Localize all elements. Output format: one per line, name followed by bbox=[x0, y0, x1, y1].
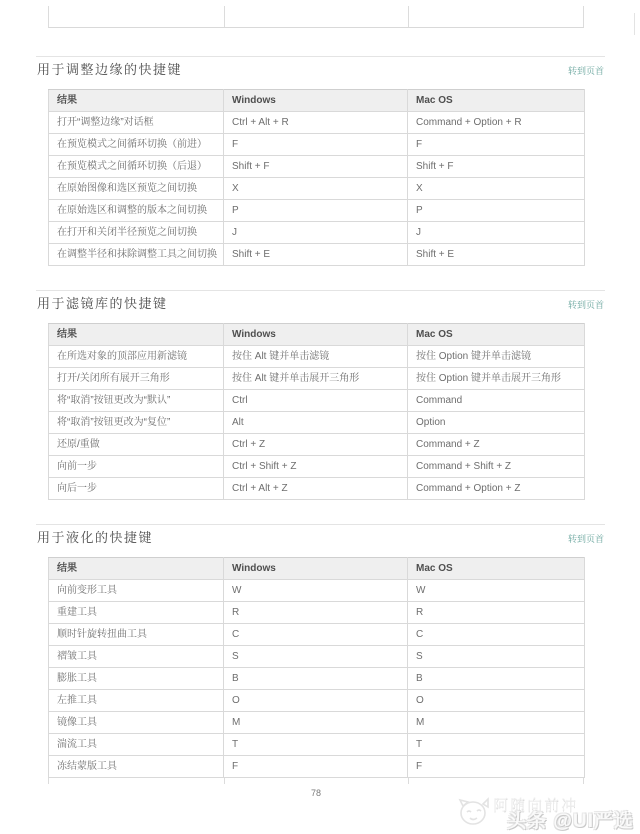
shortcut-cell: Command bbox=[408, 390, 585, 412]
result-cell: 在预览模式之间循环切换（前进） bbox=[49, 134, 224, 156]
table-row bbox=[49, 646, 585, 668]
result-cell: 膨胀工具 bbox=[49, 668, 224, 690]
shortcut-section bbox=[0, 524, 640, 778]
section-header bbox=[0, 57, 640, 89]
table-column-divider bbox=[224, 6, 225, 27]
watermark-author: 阿随向前冲 bbox=[493, 796, 579, 814]
shortcut-cell: Shift + E bbox=[224, 244, 408, 266]
column-header: Windows bbox=[224, 90, 408, 112]
shortcut-cell: 按住 Alt 键并单击滤镜 bbox=[224, 346, 408, 368]
shortcuts-table bbox=[48, 323, 585, 500]
shortcut-cell: C bbox=[224, 624, 408, 646]
section-header bbox=[0, 525, 640, 557]
table-row bbox=[49, 346, 585, 368]
result-cell: 顺时针旋转扭曲工具 bbox=[49, 624, 224, 646]
result-cell: 在原始图像和选区预览之间切换 bbox=[49, 178, 224, 200]
result-cell: 在调整半径和抹除调整工具之间切换 bbox=[49, 244, 224, 266]
watermark-text bbox=[493, 798, 634, 832]
shortcut-cell: O bbox=[408, 690, 585, 712]
section-title: 用于调整边缘的快捷键 bbox=[37, 62, 183, 77]
shortcut-cell: F bbox=[224, 756, 408, 778]
table-row bbox=[49, 156, 585, 178]
shortcut-cell: F bbox=[224, 134, 408, 156]
shortcut-cell: F bbox=[408, 756, 585, 778]
table-header-row bbox=[49, 558, 585, 580]
table-row bbox=[49, 390, 585, 412]
shortcut-cell: J bbox=[408, 222, 585, 244]
shortcut-section bbox=[0, 56, 640, 266]
result-cell: 在打开和关闭半径预览之间切换 bbox=[49, 222, 224, 244]
page-edge-fragment bbox=[634, 13, 635, 35]
shortcut-cell: M bbox=[224, 712, 408, 734]
next-row-fragment bbox=[48, 778, 584, 784]
table-column-divider bbox=[408, 6, 409, 27]
shortcut-cell: 按住 Alt 键并单击展开三角形 bbox=[224, 368, 408, 390]
result-cell: 向前一步 bbox=[49, 456, 224, 478]
shortcut-cell: X bbox=[408, 178, 585, 200]
section-title: 用于液化的快捷键 bbox=[37, 530, 154, 545]
shortcut-cell: Ctrl + Z bbox=[224, 434, 408, 456]
table-row bbox=[49, 178, 585, 200]
table-row bbox=[49, 624, 585, 646]
shortcut-section bbox=[0, 290, 640, 500]
shortcut-cell: R bbox=[408, 602, 585, 624]
table-row bbox=[49, 668, 585, 690]
column-header: Windows bbox=[224, 558, 408, 580]
result-cell: 镜像工具 bbox=[49, 712, 224, 734]
shortcut-cell: Option bbox=[408, 412, 585, 434]
shortcuts-table bbox=[48, 89, 585, 266]
shortcut-cell: Command + Shift + Z bbox=[408, 456, 585, 478]
result-cell: 重建工具 bbox=[49, 602, 224, 624]
shortcut-cell: Shift + F bbox=[408, 156, 585, 178]
shortcut-cell: Shift + F bbox=[224, 156, 408, 178]
column-header: Mac OS bbox=[408, 324, 585, 346]
shortcut-cell: Alt bbox=[224, 412, 408, 434]
result-cell: 湍流工具 bbox=[49, 734, 224, 756]
column-header: Mac OS bbox=[408, 558, 585, 580]
shortcut-cell: C bbox=[408, 624, 585, 646]
table-header-row bbox=[49, 90, 585, 112]
result-cell: 将“取消”按钮更改为“默认” bbox=[49, 390, 224, 412]
shortcut-cell: T bbox=[408, 734, 585, 756]
shortcut-cell: S bbox=[224, 646, 408, 668]
shortcut-cell: Ctrl + Shift + Z bbox=[224, 456, 408, 478]
shortcut-cell: X bbox=[224, 178, 408, 200]
table-column-divider bbox=[224, 778, 225, 784]
shortcut-cell: Command + Option + R bbox=[408, 112, 585, 134]
table-row bbox=[49, 734, 585, 756]
table-row bbox=[49, 434, 585, 456]
table-row bbox=[49, 580, 585, 602]
table-row bbox=[49, 756, 585, 778]
shortcut-cell: Ctrl bbox=[224, 390, 408, 412]
result-cell: 左推工具 bbox=[49, 690, 224, 712]
table-row bbox=[49, 368, 585, 390]
column-header: Windows bbox=[224, 324, 408, 346]
shortcut-cell: 按住 Option 键并单击展开三角形 bbox=[408, 368, 585, 390]
previous-table-fragment bbox=[48, 6, 584, 28]
table-row bbox=[49, 200, 585, 222]
shortcut-cell: S bbox=[408, 646, 585, 668]
shortcut-cell: J bbox=[224, 222, 408, 244]
shortcut-cell: P bbox=[224, 200, 408, 222]
table-row bbox=[49, 602, 585, 624]
shortcut-cell: Command + Option + Z bbox=[408, 478, 585, 500]
result-cell: 还原/重做 bbox=[49, 434, 224, 456]
result-cell: 向后一步 bbox=[49, 478, 224, 500]
shortcut-cell: Command + Z bbox=[408, 434, 585, 456]
shortcut-cell: F bbox=[408, 134, 585, 156]
shortcut-cell: B bbox=[224, 668, 408, 690]
column-header: 结果 bbox=[49, 558, 224, 580]
result-cell: 在原始选区和调整的版本之间切换 bbox=[49, 200, 224, 222]
result-cell: 向前变形工具 bbox=[49, 580, 224, 602]
watermark bbox=[457, 797, 634, 832]
result-cell: 在预览模式之间循环切换（后退） bbox=[49, 156, 224, 178]
shortcut-cell: Shift + E bbox=[408, 244, 585, 266]
table-row bbox=[49, 112, 585, 134]
back-to-top-link[interactable]: 转到页首 bbox=[567, 66, 604, 76]
shortcut-cell: R bbox=[224, 602, 408, 624]
result-cell: 打开/关闭所有展开三角形 bbox=[49, 368, 224, 390]
shortcut-cell: W bbox=[408, 580, 585, 602]
result-cell: 褶皱工具 bbox=[49, 646, 224, 668]
result-cell: 在所选对象的顶部应用新滤镜 bbox=[49, 346, 224, 368]
result-cell: 将“取消”按钮更改为“复位” bbox=[49, 412, 224, 434]
shortcuts-table bbox=[48, 557, 585, 778]
page-number: 78 bbox=[310, 788, 321, 798]
shortcut-cell: P bbox=[408, 200, 585, 222]
column-header: 结果 bbox=[49, 324, 224, 346]
result-cell: 冻结蒙版工具 bbox=[49, 756, 224, 778]
shortcut-cell: T bbox=[224, 734, 408, 756]
shortcut-sections bbox=[0, 56, 640, 778]
table-column-divider bbox=[408, 778, 409, 784]
column-header: 结果 bbox=[49, 90, 224, 112]
cat-face-icon bbox=[457, 797, 491, 832]
table-row bbox=[49, 222, 585, 244]
table-row bbox=[49, 456, 585, 478]
shortcut-cell: Ctrl + Alt + R bbox=[224, 112, 408, 134]
column-header: Mac OS bbox=[408, 90, 585, 112]
table-row bbox=[49, 712, 585, 734]
section-header bbox=[0, 291, 640, 323]
table-row bbox=[49, 244, 585, 266]
table-row bbox=[49, 690, 585, 712]
section-title: 用于滤镜库的快捷键 bbox=[37, 296, 168, 311]
shortcut-cell: 按住 Option 键并单击滤镜 bbox=[408, 346, 585, 368]
shortcut-cell: Ctrl + Alt + Z bbox=[224, 478, 408, 500]
shortcut-cell: B bbox=[408, 668, 585, 690]
table-row bbox=[49, 412, 585, 434]
result-cell: 打开“调整边缘”对话框 bbox=[49, 112, 224, 134]
table-row bbox=[49, 134, 585, 156]
back-to-top-link[interactable]: 转到页首 bbox=[567, 300, 604, 310]
table-row bbox=[49, 478, 585, 500]
shortcut-cell: O bbox=[224, 690, 408, 712]
watermark-channel: 头条 @UI严选 bbox=[507, 810, 634, 832]
shortcut-cell: M bbox=[408, 712, 585, 734]
shortcut-cell: W bbox=[224, 580, 408, 602]
back-to-top-link[interactable]: 转到页首 bbox=[567, 534, 604, 544]
table-header-row bbox=[49, 324, 585, 346]
